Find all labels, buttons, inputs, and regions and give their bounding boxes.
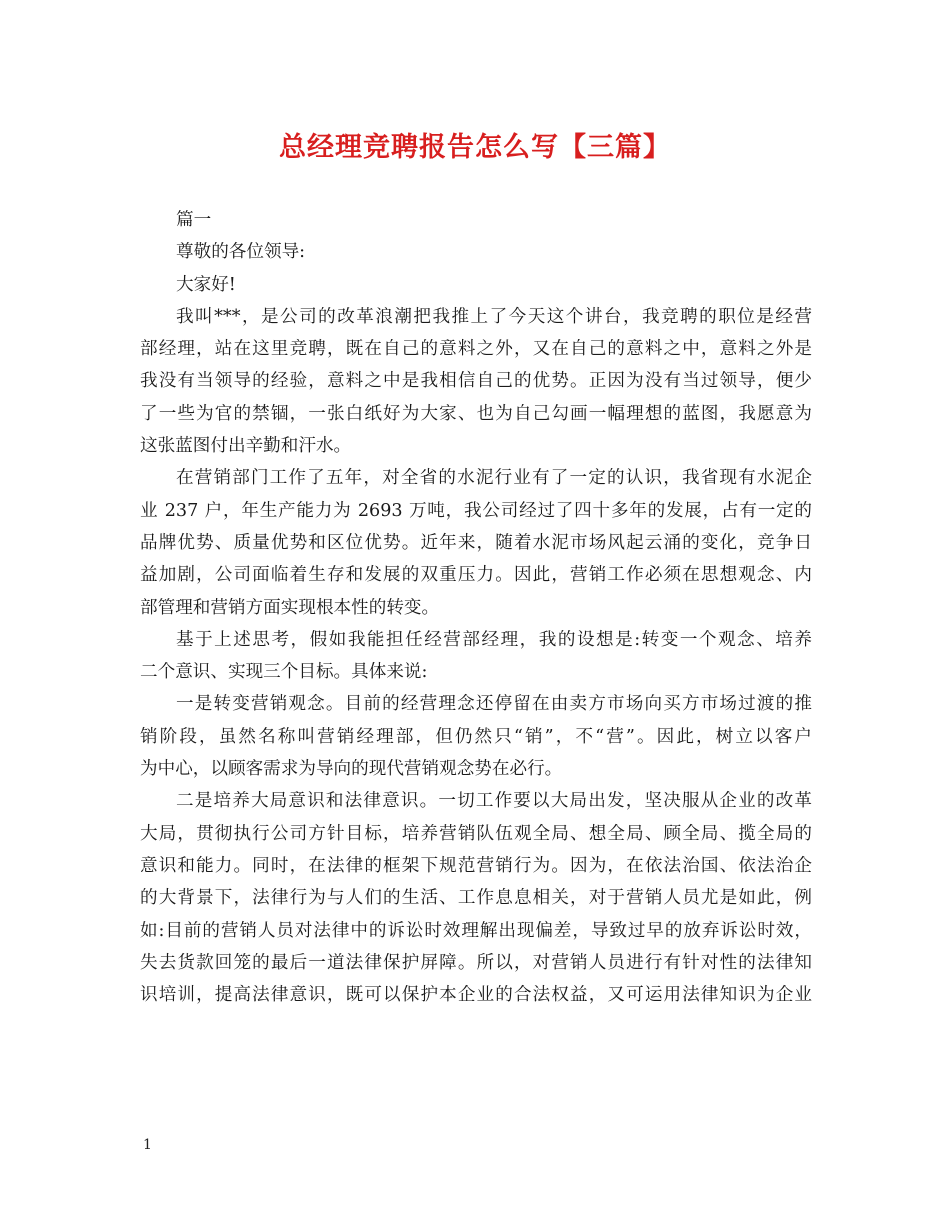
document-body <box>140 204 812 1011</box>
text-line: 识培训，提高法律意识，既可以保护本企业的合法权益，又可运用法律知识为企业 <box>140 985 812 1006</box>
text-line: 失去货款回笼的最后一道法律保护屏障。所以，对营销人员进行有针对性的法律知 <box>140 952 812 973</box>
text-line: 意识和能力。同时，在法律的框架下规范营销行为。因为，在依法治国、依法治企 <box>140 855 812 876</box>
text-line: 二个意识、实现三个目标。具体来说: <box>140 662 428 683</box>
text-line: 篇一 <box>176 210 212 230</box>
text-line: 我没有当领导的经验，意料之中是我相信自己的优势。正因为没有当过领导，便少 <box>140 371 812 392</box>
text-line: 二是培养大局意识和法律意识。一切工作要以大局出发，坚决服从企业的改革 <box>176 791 812 812</box>
text-line: 如:目前的营销人员对法律中的诉讼时效理解出现偏差，导致过早的放弃诉讼时效， <box>140 920 812 941</box>
text-line: 为中心，以顾客需求为导向的现代营销观念势在必行。 <box>140 759 563 780</box>
text-line: 在营销部门工作了五年，对全省的水泥行业有了一定的认识，我省现有水泥企 <box>176 468 812 489</box>
text-line: 部经理，站在这里竞聘，既在自己的意料之外，又在自己的意料之中，意料之外是 <box>140 339 812 360</box>
text-line: 大局，贯彻执行公司方针目标，培养营销队伍观全局、想全局、顾全局、揽全局的 <box>140 823 812 844</box>
text-line: 一是转变营销观念。目前的经营理念还停留在由卖方市场向买方市场过渡的推 <box>176 694 812 715</box>
text-line: 益加剧，公司面临着生存和发展的双重压力。因此，营销工作必须在思想观念、内 <box>140 565 812 586</box>
text-line: 基于上述思考，假如我能担任经营部经理，我的设想是:转变一个观念、培养 <box>176 629 812 650</box>
text-line: 大家好! <box>176 274 236 295</box>
document-title: 总经理竞聘报告怎么写【三篇】 <box>279 132 671 163</box>
text-line: 业 237 户，年生产能力为 2693 万吨，我公司经过了四十多年的发展，占有一定的 <box>140 500 812 521</box>
text-line: 我叫***，是公司的改革浪潮把我推上了今天这个讲台，我竞聘的职位是经营 <box>176 306 812 327</box>
text-line: 部管理和营销方面实现根本性的转变。 <box>140 597 440 618</box>
text-line: 品牌优势、质量优势和区位优势。近年来，随着水泥市场风起云涌的变化，竞争日 <box>140 532 812 553</box>
text-line: 这张蓝图付出辛勤和汗水。 <box>140 436 352 457</box>
text-line: 了一些为官的禁锢，一张白纸好为大家、也为自己勾画一幅理想的蓝图，我愿意为 <box>140 403 812 424</box>
page-number: 1 <box>143 1137 152 1153</box>
text-line: 的大背景下，法律行为与人们的生活、工作息息相关，对于营销人员尤是如此，例 <box>140 888 812 909</box>
text-line: 尊敬的各位领导: <box>176 242 306 263</box>
text-line: 销阶段，虽然名称叫营销经理部，但仍然只“销”，不“营”。因此，树立以客户 <box>140 726 812 747</box>
